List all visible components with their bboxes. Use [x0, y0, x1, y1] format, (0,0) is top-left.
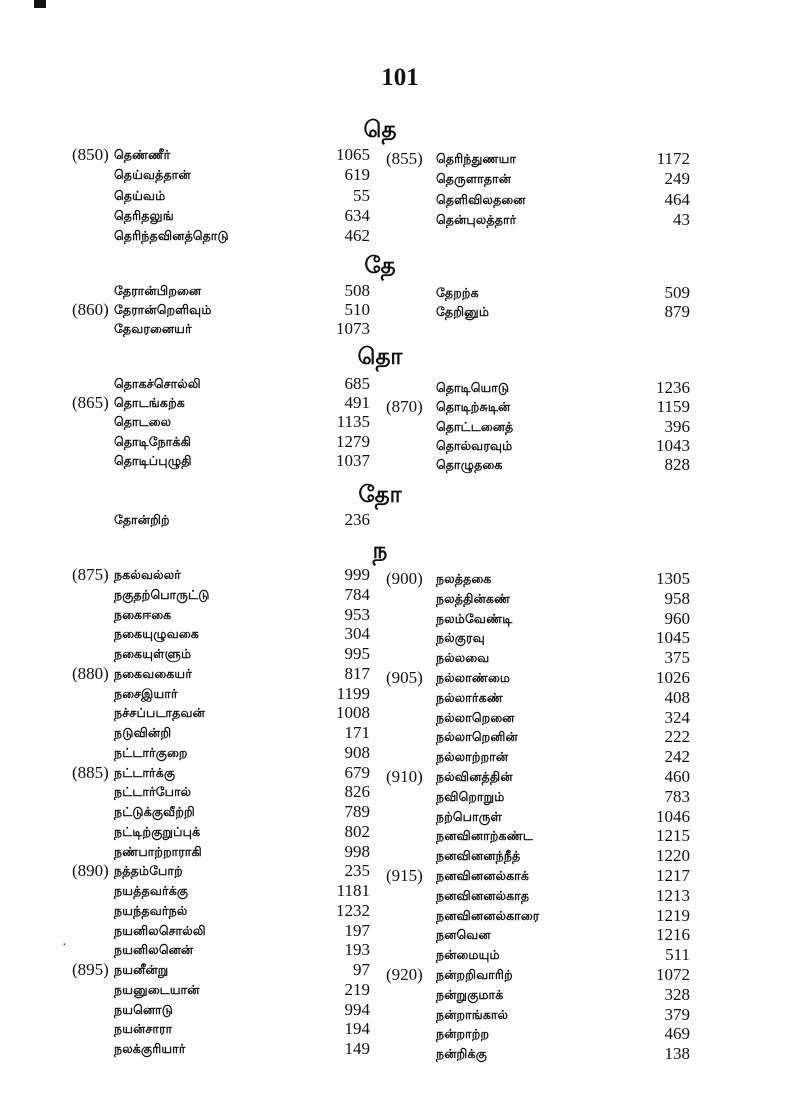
- entry-page: 1008: [336, 703, 370, 723]
- entry-page: 1279: [336, 431, 370, 451]
- entry-word: தொடிநோக்கி: [114, 433, 192, 449]
- entry-page: 1045: [656, 628, 690, 648]
- entry-page: 802: [344, 821, 370, 841]
- entry-page: 994: [344, 999, 370, 1019]
- entry-page: 171: [344, 723, 370, 742]
- entry-number: (895): [72, 960, 109, 979]
- entry-page: 1073: [336, 319, 370, 338]
- index-entry: [0, 787, 800, 807]
- section-heading: தோ: [358, 482, 402, 508]
- entry-word: நயத்தவர்க்கு: [114, 883, 189, 898]
- entry-word: நயந்தவர்நல்: [114, 902, 188, 918]
- entry-number: (850): [72, 145, 109, 164]
- entry-word: நயனுடையான்: [114, 981, 200, 997]
- entry-word: நட்டார்போல்: [114, 784, 192, 800]
- index-entry: [0, 210, 800, 230]
- entry-page: 1220: [656, 846, 690, 866]
- entry-page: 1135: [336, 412, 370, 432]
- entry-page: 219: [344, 979, 370, 999]
- entry-page: 619: [344, 165, 370, 185]
- index-entry: [0, 985, 800, 1005]
- entry-page: 324: [664, 707, 690, 727]
- entry-word: நன்றாங்கால்: [436, 1006, 509, 1022]
- index-entry: [0, 628, 800, 648]
- entry-page: 1215: [656, 826, 690, 846]
- entry-page: 242: [664, 747, 690, 767]
- entry-page: 1199: [336, 683, 370, 703]
- entry-page: 960: [664, 608, 690, 628]
- entry-word: தெரிந்தவினத்தொடு: [114, 228, 229, 244]
- entry-page: 55: [353, 185, 370, 205]
- entry-word: நல்லவை: [436, 650, 490, 666]
- entry-number: (915): [386, 866, 423, 885]
- entry-page: 1217: [656, 866, 690, 885]
- index-entry: [0, 965, 800, 985]
- entry-word: நத்தம்போற்: [114, 863, 183, 879]
- entry-page: 469: [664, 1024, 690, 1044]
- index-entry: [0, 906, 800, 926]
- index-entry: [0, 609, 800, 629]
- entry-page: 304: [344, 624, 370, 644]
- entry-word: நனவினனல்காரை: [436, 907, 540, 923]
- index-entry: [0, 747, 800, 767]
- entry-page: 235: [344, 861, 370, 881]
- entry-word: தென்புலத்தார்: [436, 211, 517, 227]
- entry-page: 1216: [656, 925, 690, 945]
- entry-page: 828: [664, 455, 690, 475]
- entry-word: தொடிற்சுடின்: [436, 399, 511, 415]
- index-entry: [0, 727, 800, 747]
- entry-word: நட்டுக்குவீற்றி: [114, 804, 195, 819]
- index-entry: [0, 302, 800, 322]
- entry-word: தெருளாதான்: [436, 171, 512, 187]
- entry-word: நனவினனல்காத: [436, 887, 530, 903]
- entry-page: 1305: [656, 569, 690, 588]
- entry-word: நலத்தின்கண்: [436, 590, 511, 606]
- entry-page: 408: [664, 687, 690, 707]
- entry-word: நலக்குரியார்: [114, 1041, 186, 1056]
- index-entry: [0, 1044, 800, 1064]
- entry-word: தெரிந்துணயா: [436, 151, 517, 166]
- entry-number: (855): [386, 149, 423, 168]
- entry-page: 817: [344, 663, 370, 683]
- entry-word: நனவினனல்காக்: [436, 868, 530, 883]
- entry-number: (875): [72, 565, 109, 584]
- index-entry: [0, 807, 800, 827]
- entry-word: நகையுழுவகை: [114, 626, 199, 642]
- entry-word: நகைஈகை: [114, 606, 172, 622]
- entry-page: 1046: [656, 806, 690, 826]
- entry-number: (890): [72, 861, 109, 881]
- entry-word: நல்லார்கண்: [436, 689, 503, 705]
- entry-word: தொடங்கற்க: [114, 395, 185, 411]
- entry-word: தொட்டனைத்: [436, 418, 514, 434]
- entry-page: 510: [344, 300, 370, 319]
- entry-page: 222: [664, 727, 690, 747]
- entry-page: 1037: [336, 450, 370, 470]
- entry-number: (865): [72, 393, 109, 413]
- entry-page: 1026: [656, 668, 690, 687]
- entry-word: நகுதற்பொருட்டு: [114, 586, 210, 602]
- entry-page: 1043: [656, 435, 690, 455]
- entry-word: தொடிப்புழுதி: [114, 452, 192, 468]
- entry-page: 508: [344, 281, 370, 300]
- entry-page: 789: [344, 802, 370, 821]
- entry-word: நனவென: [436, 927, 491, 943]
- entry-word: நகைவகையர்: [114, 665, 193, 681]
- entry-page: 908: [344, 742, 370, 762]
- entry-word: நடுவின்றி: [114, 725, 172, 740]
- entry-page: 1219: [656, 905, 690, 925]
- entry-page: 462: [344, 226, 370, 246]
- entry-page: 511: [665, 945, 690, 965]
- entry-word: தெரிதலுங்: [114, 207, 174, 223]
- entry-word: தொகச்சொல்லி: [114, 376, 201, 391]
- entry-page: 685: [344, 374, 370, 393]
- entry-page: 328: [664, 984, 690, 1004]
- index-entry: [0, 846, 800, 866]
- index-entry: [0, 455, 800, 475]
- entry-word: நல்வினத்தின்: [436, 769, 513, 784]
- entry-number: (905): [386, 668, 423, 687]
- entry-word: தொடியொடு: [436, 380, 510, 395]
- entry-page: 1213: [656, 885, 690, 905]
- entry-page: 43: [673, 209, 690, 229]
- entry-page: 634: [344, 205, 370, 225]
- entry-word: நவிறொறும்: [436, 788, 505, 804]
- entry-word: நயன்சாரா: [114, 1021, 173, 1037]
- index-entry: [0, 378, 800, 398]
- index-entry: [0, 149, 800, 169]
- entry-number: (920): [386, 965, 423, 984]
- section-heading: தொ: [357, 344, 403, 370]
- entry-word: நன்றுகுமாக்: [436, 986, 504, 1002]
- section-heading: தெ: [363, 117, 397, 143]
- entry-word: நயனொடு: [114, 1001, 174, 1017]
- entry-word: நகல்வல்லர்: [114, 567, 182, 582]
- index-entry: [0, 708, 800, 728]
- entry-word: நல்லாறெனை: [436, 709, 515, 725]
- entry-page: 396: [664, 416, 690, 436]
- entry-word: நனவினனந்நீத்: [436, 848, 521, 864]
- entry-word: நனவினாற்கண்ட: [436, 828, 533, 844]
- entry-page: 679: [344, 762, 370, 782]
- entry-page: 249: [664, 169, 690, 189]
- entry-page: 138: [664, 1044, 690, 1064]
- entry-page: 879: [664, 302, 690, 321]
- entry-word: தொடலை: [114, 414, 172, 430]
- entry-word: நலம்வேண்டி: [436, 610, 513, 626]
- entry-word: தொல்வரவும்: [436, 437, 513, 453]
- entry-page: 953: [344, 604, 370, 624]
- entry-page: 97: [353, 960, 370, 979]
- entry-page: 1236: [656, 378, 690, 397]
- index-entry: [0, 1005, 800, 1025]
- index-entry: [0, 648, 800, 668]
- entry-page: 826: [344, 782, 370, 802]
- index-entry: [0, 169, 800, 189]
- entry-page: 958: [664, 588, 690, 608]
- entry-word: நட்டார்க்கு: [114, 764, 176, 780]
- entry-word: நன்றறிவாரிற்: [436, 967, 513, 982]
- entry-page: 193: [344, 940, 370, 960]
- index-entry: [0, 886, 800, 906]
- entry-word: தெண்ணீர்: [114, 147, 171, 162]
- entry-page: 149: [344, 1039, 370, 1058]
- entry-page: 1159: [656, 397, 690, 417]
- index-entry: [0, 589, 800, 609]
- entry-page: 998: [344, 841, 370, 861]
- entry-word: நல்லாற்றான்: [436, 749, 509, 765]
- entry-page: 491: [344, 393, 370, 413]
- entry-page: 1181: [336, 881, 370, 900]
- entry-page: 509: [664, 283, 690, 302]
- entry-word: நல்குரவு: [436, 630, 485, 646]
- entry-word: நயனீன்று: [114, 962, 169, 977]
- index-entry: [0, 1024, 800, 1044]
- section-heading: தே: [364, 253, 396, 279]
- index-entry: [0, 688, 800, 708]
- entry-word: நலத்தகை: [436, 571, 492, 586]
- index-entry: [0, 668, 800, 688]
- index-entry: [0, 569, 800, 589]
- entry-word: நட்டிற்குறுப்புக்: [114, 823, 201, 839]
- entry-word: நயனிலனென்: [114, 942, 194, 958]
- entry-page: 379: [664, 1004, 690, 1024]
- entry-number: (870): [386, 397, 423, 417]
- scan-speck: ·: [62, 938, 67, 953]
- entry-page: 1072: [656, 965, 690, 984]
- entry-page: 236: [344, 510, 370, 529]
- entry-page: 194: [344, 1019, 370, 1039]
- entry-word: நட்டார்குறை: [114, 744, 188, 760]
- index-entry: [0, 190, 800, 210]
- index-entry: [0, 945, 800, 965]
- entry-word: தேரான்பிறனை: [114, 283, 202, 298]
- index-entry: [0, 417, 800, 437]
- index-entry: [0, 767, 800, 787]
- entry-page: 1172: [656, 149, 690, 168]
- entry-word: தேரான்றெளிவும்: [114, 302, 212, 317]
- entry-word: தொழுதகை: [436, 457, 503, 473]
- entry-word: நண்பாற்றாராகி: [114, 843, 202, 859]
- index-entry: [0, 866, 800, 886]
- entry-word: நச்சப்படாதவன்: [114, 705, 205, 721]
- entry-word: தேறினும்: [436, 304, 490, 319]
- entry-word: நயனிலசொல்லி: [114, 922, 206, 938]
- entry-page: 1232: [336, 900, 370, 920]
- entry-word: நற்பொருள்: [436, 808, 502, 824]
- index-entry: [0, 283, 800, 303]
- index-entry: [0, 436, 800, 456]
- index-entry: [0, 397, 800, 417]
- entry-word: தேவரனையர்: [114, 321, 192, 336]
- index-entry: [0, 510, 800, 530]
- entry-word: நன்றாற்ற: [436, 1026, 490, 1042]
- index-entry: [0, 319, 800, 339]
- entry-number: (910): [386, 767, 423, 786]
- entry-page: 999: [344, 565, 370, 584]
- index-entry: [0, 826, 800, 846]
- entry-number: (885): [72, 762, 109, 782]
- entry-word: தெளிவிலதனை: [436, 191, 526, 207]
- index-entry: [0, 925, 800, 945]
- section-heading: ந: [372, 538, 388, 564]
- entry-word: நகையுள்ளும்: [114, 646, 192, 661]
- entry-page: 197: [344, 920, 370, 940]
- entry-page: 995: [344, 644, 370, 663]
- entry-word: நல்லாறெனின்: [436, 729, 518, 745]
- entry-number: (900): [386, 569, 423, 588]
- entry-number: (880): [72, 663, 109, 683]
- entry-page: 784: [344, 584, 370, 604]
- entry-word: தேறற்க: [436, 285, 479, 300]
- entry-word: தோன்றிற்: [114, 512, 170, 527]
- entry-number: (860): [72, 300, 109, 319]
- entry-word: தெய்வம்: [114, 187, 166, 203]
- entry-word: நன்றிக்கு: [436, 1046, 487, 1062]
- entry-page: 783: [664, 786, 690, 806]
- entry-page: 464: [664, 189, 690, 209]
- entry-word: நன்மையும்: [436, 947, 500, 963]
- entry-word: நசைஇயார்: [114, 685, 178, 701]
- page-number: 101: [381, 64, 419, 91]
- entry-page: 375: [664, 648, 690, 668]
- entry-page: 1065: [336, 145, 370, 164]
- entry-word: தெய்வத்தான்: [114, 167, 191, 183]
- entry-page: 460: [664, 767, 690, 786]
- entry-word: நல்லாண்மை: [436, 670, 511, 685]
- scan-corner-mark: [34, 0, 46, 8]
